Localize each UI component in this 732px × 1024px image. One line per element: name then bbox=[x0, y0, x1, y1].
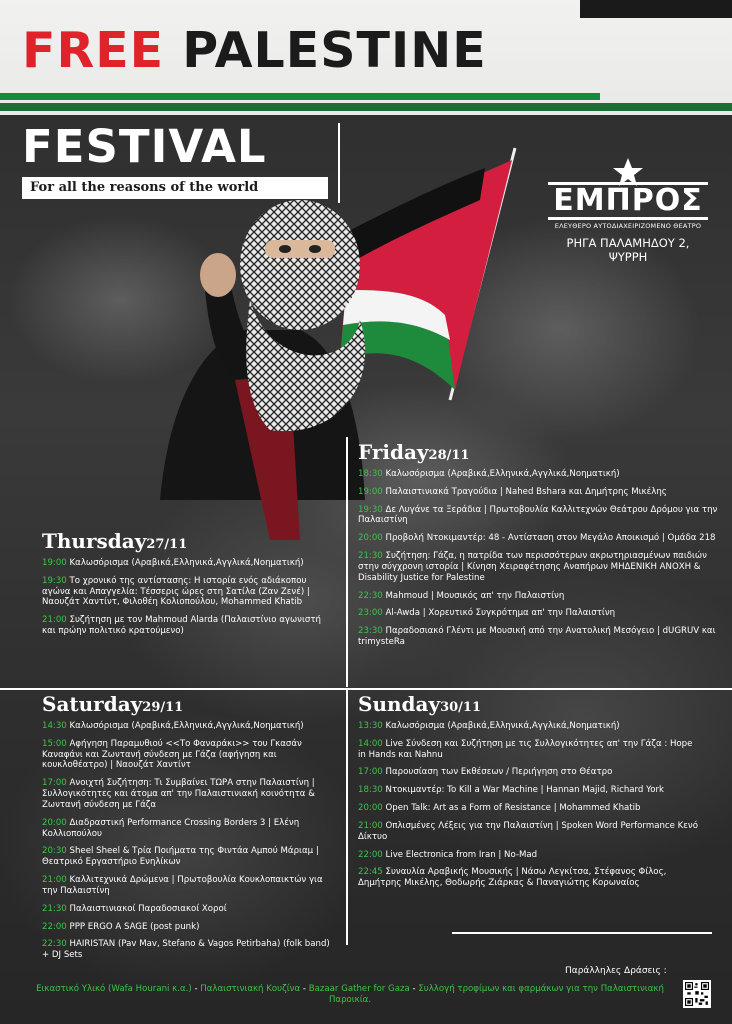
qr-code-icon[interactable] bbox=[683, 980, 711, 1008]
day-date: 29/11 bbox=[142, 700, 184, 715]
day-heading bbox=[358, 694, 698, 714]
event-description: PPP ERGO A SAGE (post punk) bbox=[66, 921, 200, 932]
event-time: 22:30 bbox=[42, 939, 67, 950]
event-description: Προβολή Ντοκιμαντέρ: 48 - Αντίσταση στον Μεγάλο Αποικισμό | Ομάδα 218 bbox=[382, 533, 716, 544]
schedule-sunday bbox=[358, 694, 698, 889]
event-item bbox=[42, 939, 332, 961]
event-description: Συναυλία Αραβικής Μουσικής | Νάσω Λεγκίτσα, Στέφανος Φίλος, Δημήτρης Μικέλης, Θοδωρής Ζιάρκας & Παναγιώτης Κορωναίος bbox=[358, 867, 667, 889]
event-time: 22:00 bbox=[358, 849, 383, 860]
event-item bbox=[42, 904, 332, 915]
header-corner bbox=[580, 0, 732, 18]
event-description: Ντοκιμαντέρ: To Kill a War Machine | Hannan Majid, Richard York bbox=[382, 785, 664, 796]
schedule-friday bbox=[358, 442, 718, 648]
event-description: Παρουσίαση των Εκθέσεων / Περιήγηση στο Θέατρο bbox=[382, 767, 613, 778]
event-time: 17:00 bbox=[358, 767, 383, 778]
event-item bbox=[358, 739, 698, 761]
divider-horizontal-middle bbox=[0, 688, 732, 690]
day-name: Sunday bbox=[358, 692, 441, 716]
event-description: Παραδοσιακό Γλέντι με Μουσική από την Ανατολική Μεσόγειο | dUGRUV και trimysteRa bbox=[358, 626, 716, 648]
event-description: Διαδραστική Performance Crossing Borders 3 | Ελένη Κολλιοπούλου bbox=[42, 817, 300, 839]
event-description: Καλωσόρισμα (Αραβικά,Ελληνικά,Αγγλικά,Νοηματική) bbox=[382, 469, 620, 479]
event-item bbox=[42, 922, 332, 933]
event-description: HAIRISTAN (Pav Mav, Stefano & Vagos Petirbaha) (folk band) + DJ Sets bbox=[42, 939, 330, 961]
event-item bbox=[42, 739, 332, 771]
event-time: 20:00 bbox=[358, 533, 383, 544]
event-description: Καλλιτεχνικά Δρώμενα | Πρωτοβουλία Κουκλοπαικτών για την Παλαιστίνη bbox=[42, 875, 323, 896]
event-item bbox=[358, 608, 718, 619]
event-item bbox=[358, 721, 698, 732]
event-list bbox=[358, 721, 698, 889]
title-red: FREE bbox=[22, 22, 165, 79]
event-description: Συζήτηση με τον Mahmoud Alarda (Παλαιστίνιο αγωνιστή και πρώην πολιτικό κρατούμενο) bbox=[42, 615, 321, 637]
event-item bbox=[42, 576, 332, 608]
day-name: Friday bbox=[358, 440, 429, 464]
divider-vertical-friday bbox=[346, 437, 348, 687]
event-item bbox=[358, 803, 698, 814]
event-time: 23:00 bbox=[358, 608, 383, 619]
event-item bbox=[358, 850, 698, 861]
event-description: Καλωσόρισμα (Αραβικά,Ελληνικά,Αγγλικά,Νοηματική) bbox=[66, 558, 304, 568]
event-description: Sheel Sheel & Τρία Ποιήματα της Φιντάα Αμπού Μάριαμ | Θεατρικό Εργαστήριο Ενηλίκων bbox=[42, 846, 319, 868]
green-stripe-lower bbox=[0, 103, 732, 111]
event-item bbox=[358, 626, 718, 648]
event-description: Καλωσόρισμα (Αραβικά,Ελληνικά,Αγγλικά,Νοηματική) bbox=[66, 721, 304, 731]
day-name: Thursday bbox=[42, 529, 147, 553]
separator: - bbox=[409, 984, 419, 994]
event-item bbox=[42, 721, 332, 732]
event-item bbox=[358, 821, 698, 843]
event-description: Mahmoud | Μουσικός απ' την Παλαιστίνη bbox=[382, 590, 565, 601]
event-time: 15:00 bbox=[42, 738, 67, 749]
event-description: Live Σύνδεση και Συζήτηση με τις Συλλογικότητες απ' την Γάζα : Hope in Hands και Nahnu bbox=[358, 738, 693, 760]
event-description: Live Electronica from Iran | No-Mad bbox=[382, 849, 538, 860]
event-time: 19:30 bbox=[42, 575, 67, 586]
parallel-activity-item: Συλλογή τροφίμων και φαρμάκων για την Παλαιστινιακή Παροικία. bbox=[328, 984, 664, 1005]
green-stripe bbox=[0, 93, 600, 100]
event-time: 22:45 bbox=[358, 867, 383, 878]
divider-horizontal-sunday bbox=[452, 932, 712, 934]
event-description: Αφήγηση Παραμυθιού <<Το Φαναράκι>> του Γκασάν Καναφάνι και Ζωντανή σύνδεση με Γάζα (αφήγηση και κουκλοθέατρο) | Ναουζάτ Χαντίντ bbox=[42, 738, 302, 771]
event-item bbox=[358, 533, 718, 544]
event-item bbox=[358, 487, 718, 498]
day-date: 27/11 bbox=[146, 537, 188, 552]
schedule-saturday bbox=[42, 694, 332, 961]
event-item bbox=[358, 785, 698, 796]
event-time: 20:30 bbox=[42, 846, 67, 857]
event-time: 21:00 bbox=[42, 615, 67, 626]
parallel-activities-heading: Παράλληλες Δράσεις : bbox=[565, 966, 667, 976]
event-item bbox=[358, 767, 698, 778]
event-description: Δε Λυγάνε τα Ξεράδια | Πρωτοβουλία Καλλιτεχνών Θεάτρου Δρόμου για την Παλαιστίνη bbox=[358, 504, 718, 526]
event-time: 19:00 bbox=[358, 486, 383, 497]
day-heading bbox=[358, 442, 718, 462]
day-date: 28/11 bbox=[428, 448, 470, 463]
event-item bbox=[358, 505, 718, 527]
event-description: Συζήτηση: Γάζα, η πατρίδα των περισσότερων ακρωτηριασμένων παιδιών στην σύγχρονη ιστορία | Κίνηση Χειραφέτησης Αναπήρων ΜΗΔΕΝΙΚΗ ΑΝΟΧΗ & Disability Justice for Palestine bbox=[358, 551, 707, 583]
event-time: 22:30 bbox=[358, 590, 383, 601]
theatre-logo bbox=[548, 158, 708, 264]
venue-address: ΡΗΓΑ ΠΑΛΑΜΗΔΟΥ 2, ΨΥΡΡΗ bbox=[566, 236, 690, 264]
event-description: Το χρονικό της αντίστασης: Η ιστορία ενός αδιάκοπου αγώνα και Απαγγελία: Τέσσερις ώρες στη Σατίλα (Ζαν Ζενέ) | Ναουζάτ Χαντίντ, Φιλοθέη Κολιοπούλου, Mohammed Khatib bbox=[42, 575, 310, 608]
event-description: Al-Awda | Χορευτικό Συγκρότημα απ' την Παλαιστίνη bbox=[382, 608, 616, 619]
event-description: Παλαιστινιακά Τραγούδια | Nahed Bshara και Δημήτρης Μικέλης bbox=[382, 486, 667, 497]
event-description: Open Talk: Art as a Form of Resistance | Mohammed Khatib bbox=[382, 803, 641, 814]
event-time: 20:00 bbox=[42, 817, 67, 828]
schedule-thursday bbox=[42, 531, 332, 637]
event-time: 17:00 bbox=[42, 778, 67, 789]
event-item bbox=[42, 875, 332, 897]
parallel-activities bbox=[25, 984, 675, 1005]
event-description: Παλαιστινιακοί Παραδοσιακοί Χοροί bbox=[66, 903, 227, 914]
day-name: Saturday bbox=[42, 692, 143, 716]
parallel-activity-item: Παλαιστινιακή Κουζίνα bbox=[200, 984, 301, 994]
event-time: 14:00 bbox=[358, 738, 383, 749]
event-time: 14:30 bbox=[42, 721, 67, 731]
event-item bbox=[42, 558, 332, 569]
festival-heading: FESTIVAL bbox=[22, 120, 267, 173]
divider-vertical-bottom bbox=[346, 690, 348, 945]
parallel-activity-item: Εικαστικό Υλικό (Wafa Hourani κ.α.) bbox=[36, 984, 192, 994]
event-description: Οπλισμένες Λέξεις για την Παλαιστίνη | Spoken Word Performance Κενό Δίκτυο bbox=[358, 820, 698, 842]
event-item bbox=[358, 469, 718, 480]
tagline: For all the reasons of the world bbox=[22, 177, 328, 199]
event-description: Ανοιχτή Συζήτηση: Τι Συμβαίνει ΤΩΡΑ στην Παλαιστίνη | Συλλογικότητες και άτομα απ' την Παλαιστινιακή κοινότητα & Ζωντανή σύνδεση με Γάζα bbox=[42, 778, 315, 810]
poster-title bbox=[22, 22, 487, 79]
parallel-activity-item: Bazaar Gather for Gaza bbox=[308, 984, 410, 994]
event-time: 18:30 bbox=[358, 469, 383, 479]
event-item bbox=[358, 591, 718, 602]
event-item bbox=[42, 778, 332, 810]
separator: - bbox=[300, 984, 309, 994]
event-time: 22:00 bbox=[42, 921, 67, 932]
event-list bbox=[42, 721, 332, 961]
event-item bbox=[358, 551, 718, 583]
event-time: 21:30 bbox=[42, 903, 67, 914]
day-heading bbox=[42, 694, 332, 714]
event-time: 20:00 bbox=[358, 803, 383, 814]
day-date: 30/11 bbox=[440, 700, 482, 715]
separator: - bbox=[191, 984, 201, 994]
day-heading bbox=[42, 531, 332, 551]
event-item bbox=[358, 867, 698, 889]
event-time: 23:30 bbox=[358, 626, 383, 637]
logo-name: ΕΜΠΡΟΣ bbox=[548, 182, 708, 220]
event-time: 19:30 bbox=[358, 504, 383, 515]
event-time: 18:30 bbox=[358, 785, 383, 796]
event-time: 21:00 bbox=[42, 875, 67, 886]
event-list bbox=[358, 469, 718, 648]
event-time: 19:00 bbox=[42, 558, 67, 568]
event-item bbox=[42, 615, 332, 637]
event-time: 13:30 bbox=[358, 721, 383, 731]
logo-subtitle: ΕΛΕΥΘΕΡΟ ΑΥΤΟΔΙΑΧΕΙΡΙΖΟΜΕΝΟ ΘΕΑΤΡΟ bbox=[554, 222, 702, 230]
title-black: PALESTINE bbox=[182, 22, 487, 79]
event-item bbox=[42, 818, 332, 840]
event-time: 21:00 bbox=[358, 820, 383, 831]
event-list bbox=[42, 558, 332, 637]
event-time: 21:30 bbox=[358, 551, 383, 562]
event-item bbox=[42, 846, 332, 868]
event-description: Καλωσόρισμα (Αραβικά,Ελληνικά,Αγγλικά,Νοηματική) bbox=[382, 721, 620, 731]
